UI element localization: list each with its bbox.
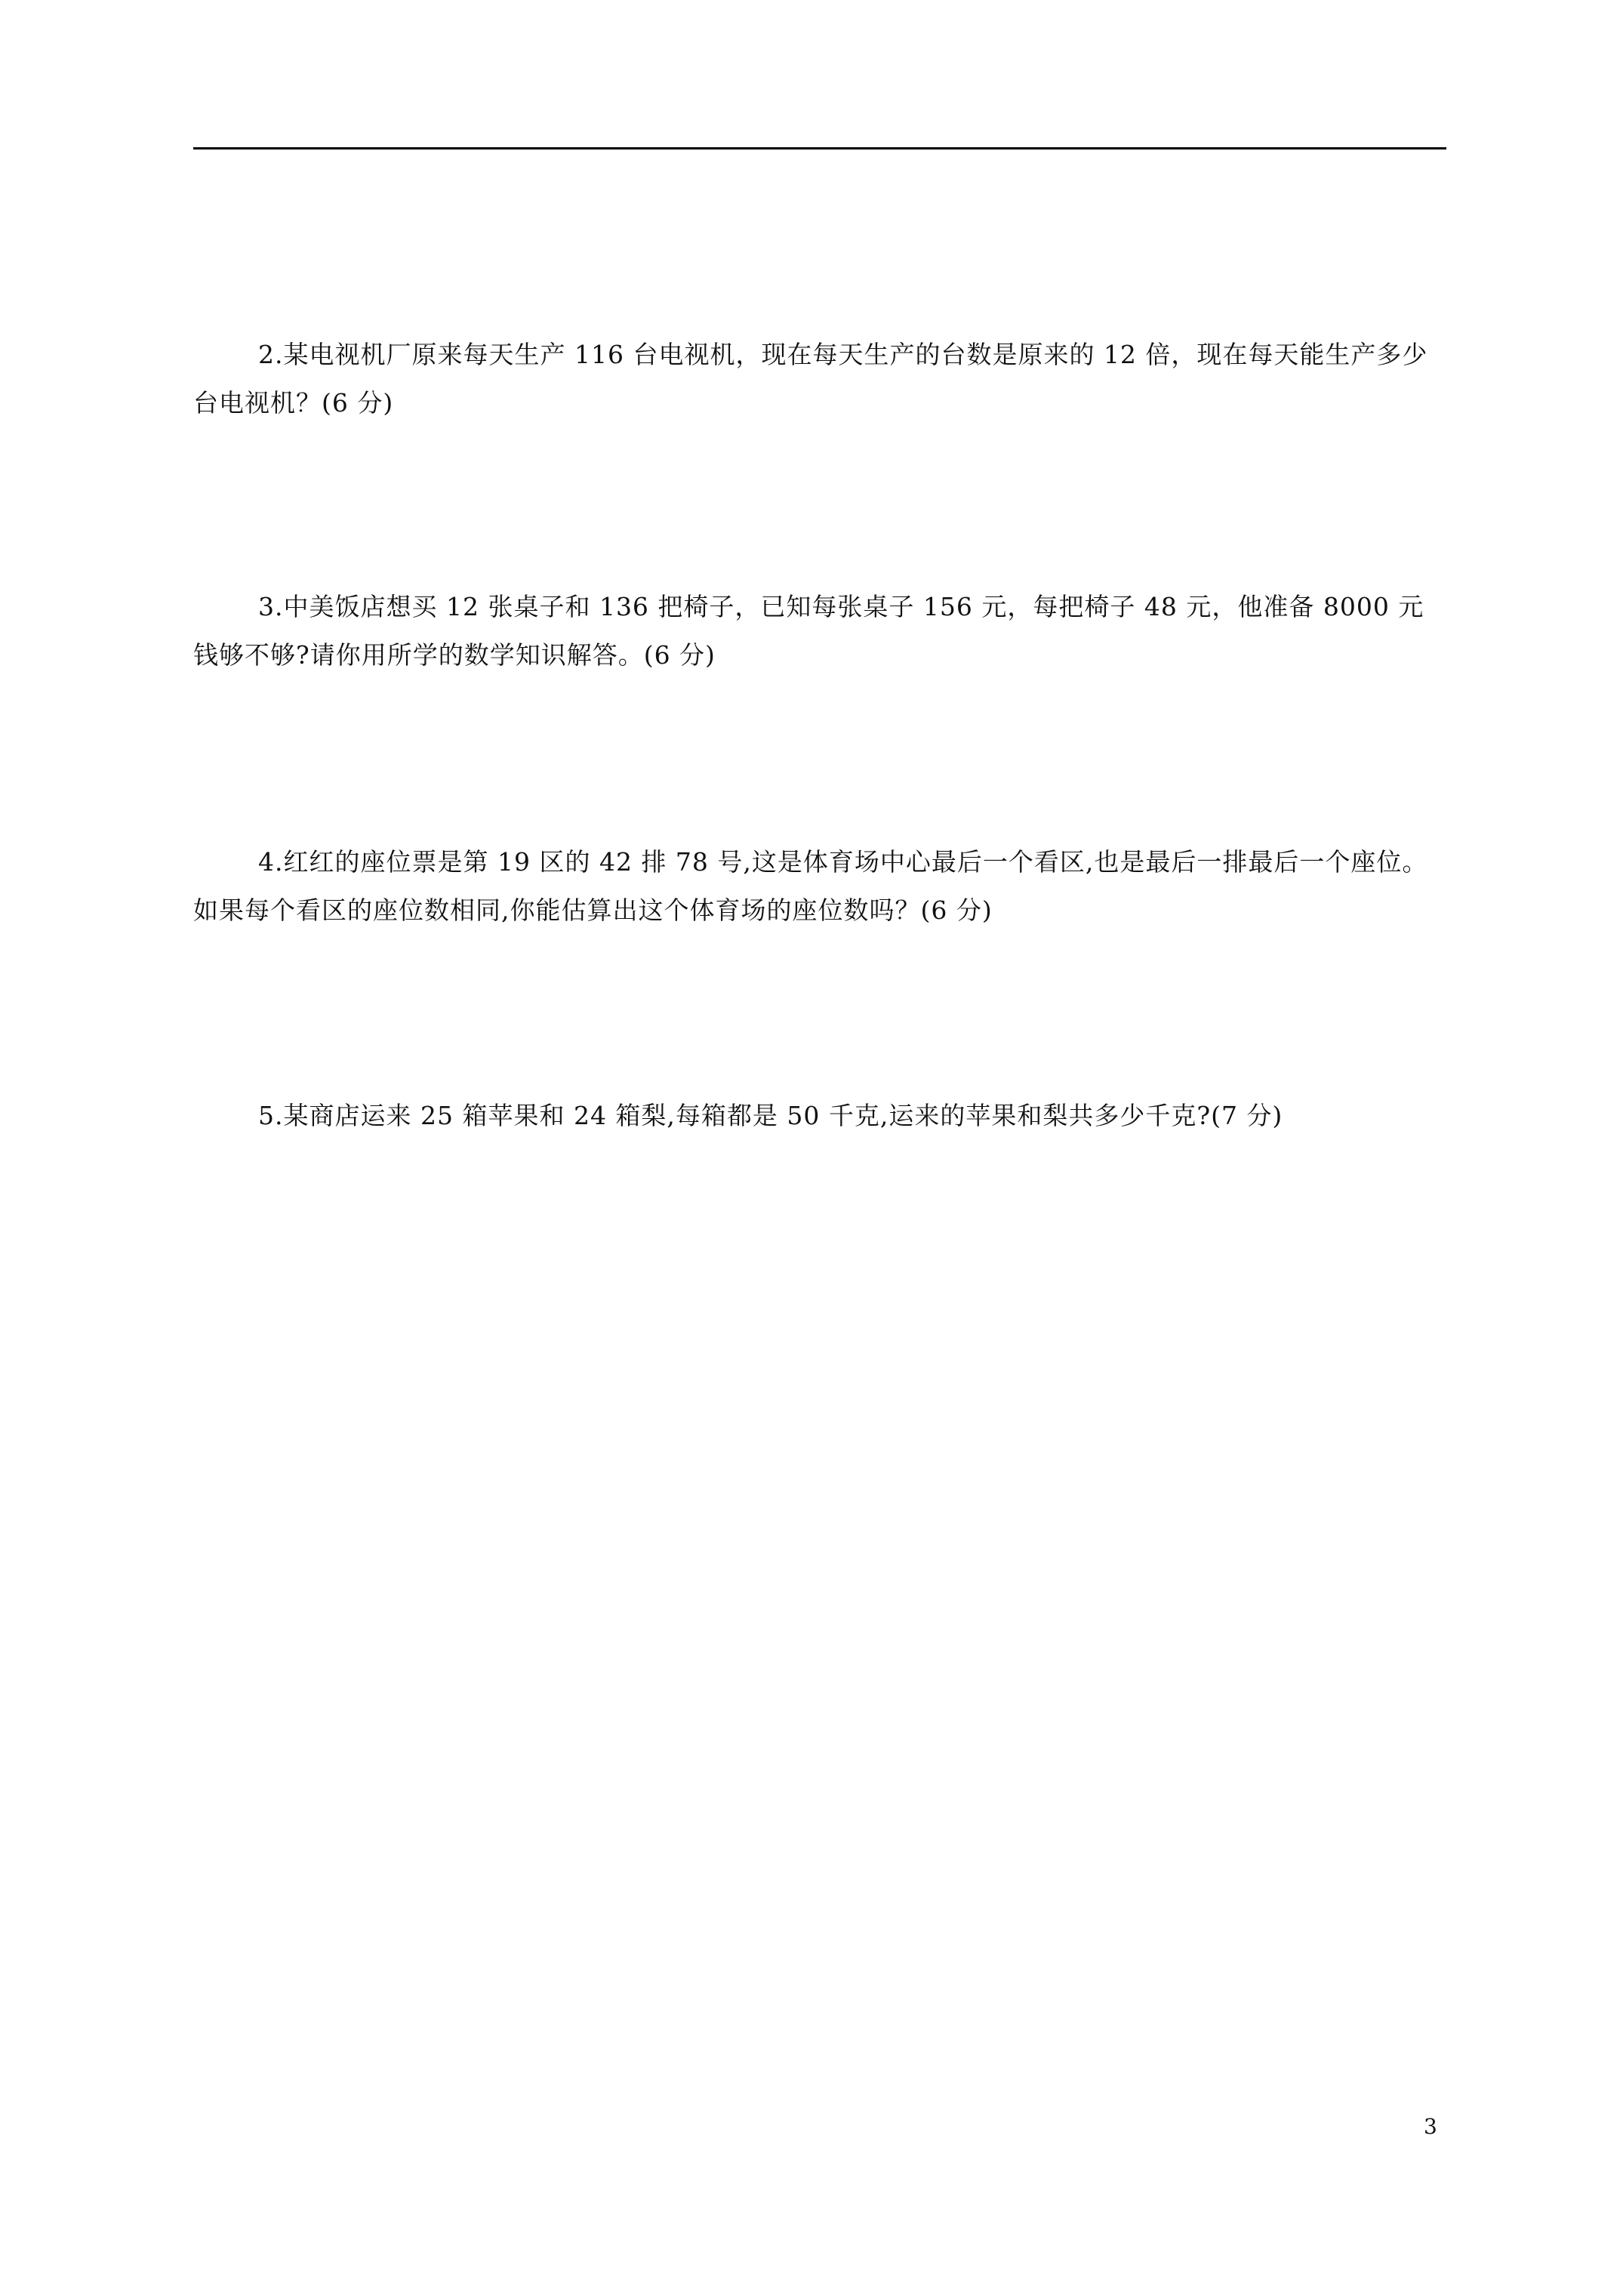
page-number: 3 (1424, 2114, 1437, 2139)
header-rule (193, 147, 1446, 149)
question-3: 3.中美饭店想买 12 张桌子和 136 把椅子，已知每张桌子 156 元，每把椅子 48 元，他准备 8000 元钱够不够?请你用所学的数学知识解答。(6 分) (193, 592, 1424, 670)
question-2: 2.某电视机厂原来每天生产 116 台电视机，现在每天生产的台数是原来的 12 倍，现在每天能生产多少台电视机？(6 分) (193, 340, 1428, 418)
question-4: 4.红红的座位票是第 19 区的 42 排 78 号,这是体育场中心最后一个看区,也是最后一排最后一个座位。如果每个看区的座位数相同,你能估算出这个体育场的座位数吗？(6 分) (193, 847, 1428, 925)
question-5: 5.某商店运来 25 箱苹果和 24 箱梨,每箱都是 50 千克,运来的苹果和梨共多少千克?(7 分) (258, 1101, 1283, 1130)
